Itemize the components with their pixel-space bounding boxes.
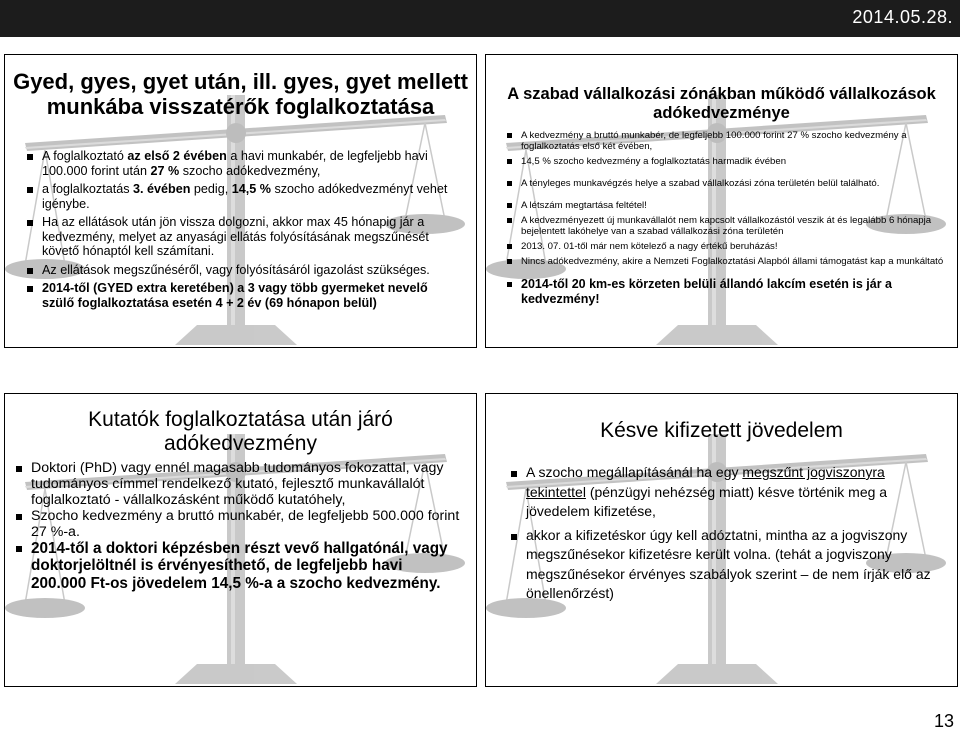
header-bar (0, 0, 960, 37)
list-item: 2014-től 20 km-es körzeten belüli állandó lakcím esetén is jár a kedvezmény! (521, 277, 947, 306)
bullet-list (526, 463, 937, 608)
list-item: A létszám megtartása feltétel! (521, 200, 947, 211)
slide-title: A szabad vállalkozási zónákban működő vállalkozások adókedvezménye (507, 85, 936, 122)
list-item: 2013. 07. 01-től már nem kötelező a nagy értékű beruházás! (521, 241, 947, 252)
list-item: Nincs adókedvezmény, akire a Nemzeti Foglalkoztatási Alapból állami támogatást kap a munkáltató (521, 256, 947, 267)
list-item: Szocho kedvezmény a bruttó munkabér, de legfeljebb 500.000 forint 27 %-a. (31, 508, 462, 540)
bullet-list (42, 149, 462, 314)
list-item: 14,5 % szocho kedvezmény a foglalkoztatás harmadik évében (521, 156, 947, 167)
list-item: A kedvezmény a bruttó munkabér, de legfeljebb 100.000 forint 27 % szocho kedvezmény a foglalkoztatás első két évében, (521, 130, 947, 152)
list-item: Doktori (PhD) vagy ennél magasabb tudományos fokozattal, vagy tudományos címmel rendelkező kutató, fejlesztő munkavállalót foglalkoztató - vállalkozásként működő kutatóhely, (31, 460, 462, 508)
list-item: Az ellátások megszűnéséről, vagy folyósításáról igazolást szükséges. (42, 263, 462, 278)
slide-keszve-kifizetett (485, 393, 958, 687)
slide-kutatok (4, 393, 477, 687)
page-number: 13 (933, 711, 954, 731)
bullet-list (31, 460, 462, 592)
header-date: 2014.05.28. (852, 7, 953, 27)
slide-gyed-gyes (4, 54, 477, 348)
list-item: A kedvezményezett új munkavállalót nem kapcsolt vállalkozástól veszik át és legalább 6 hónapja bejelentett lakóhelye van a szabad vállalkozási zóna területén (521, 215, 947, 237)
list-item: a foglalkoztatás 3. évében pedig, 14,5 % szocho adókedvezményt vehet igénybe. (42, 182, 462, 211)
list-item: A tényleges munkavégzés helye a szabad vállalkozási zóna területén belül található. (521, 178, 947, 189)
slide-title: Késve kifizetett jövedelem (600, 419, 843, 442)
list-item: 2014-től (GYED extra keretében) a 3 vagy több gyermeket nevelő szülő foglalkoztatása esetén 4 + 2 év (69 hónapon belül) (42, 281, 462, 310)
slide-title: Gyed, gyes, gyet után, ill. gyes, gyet mellett munkába visszatérők foglalkoztatása (13, 69, 468, 120)
list-item: A szocho megállapításánál ha egy megszűnt jogviszonyra tekintettel (pénzügyi nehézség miatt) késve történik meg a jövedelem kifizetése, (526, 463, 937, 522)
list-item: Ha az ellátások után jön vissza dolgozni, akkor max 45 hónapig jár a kedvezmény, melyet az anyasági ellátás folyósításának megszűnését követő hónaptól kell számítani. (42, 215, 462, 259)
bullet-list (521, 130, 947, 310)
slide-szabad-vallalkozasi-zona (485, 54, 958, 348)
list-item: 2014-től a doktori képzésben részt vevő hallgatónál, vagy doktorjelöltnél is érvényesíthető, de legfeljebb havi 200.000 Ft-os jövedelem 14,5 %-a a szocho kedvezmény. (31, 540, 462, 592)
list-item: akkor a kifizetéskor úgy kell adóztatni, mintha az a jogviszony megszűnésekor kifizetésre került volna. (tehát a jogviszony megszűnésekor érvényes szabályok szerint – de nem írják elő az önellenőrzést) (526, 526, 937, 604)
slide-title: Kutatók foglalkoztatása után járó adókedvezmény (88, 408, 393, 456)
list-item: A foglalkoztató az első 2 évében a havi munkabér, de legfeljebb havi 100.000 forint után 27 % szocho adókedvezmény, (42, 149, 462, 178)
